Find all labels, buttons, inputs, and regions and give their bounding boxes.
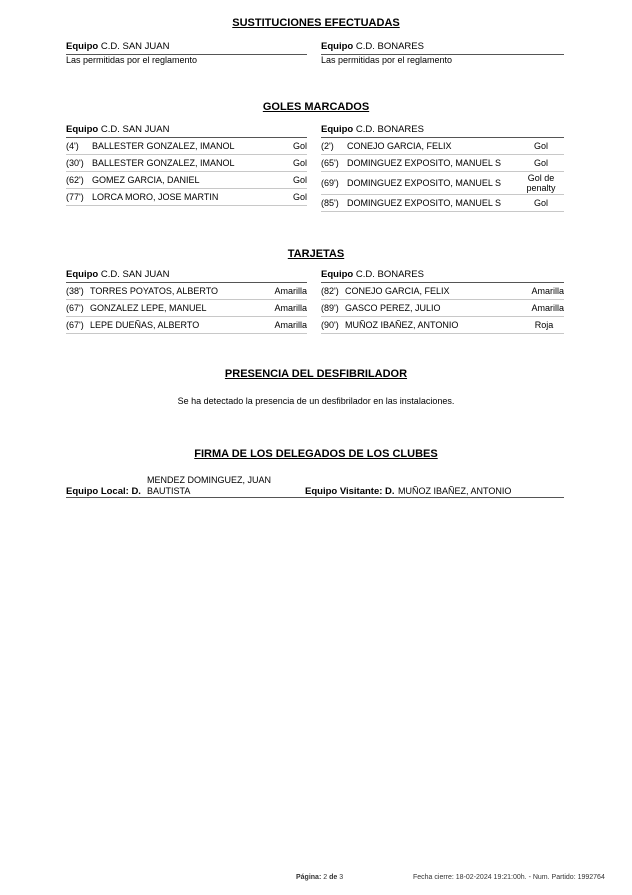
equipo-label: Equipo — [66, 41, 99, 52]
card-player: GASCO PEREZ, JULIO — [345, 303, 441, 313]
card-type: Roja — [534, 320, 554, 330]
goal-player: DOMINGUEZ EXPOSITO, MANUEL S — [347, 178, 502, 188]
goal-row — [321, 155, 564, 172]
card-player: CONEJO GARCIA, FELIX — [345, 286, 450, 296]
goal-player: BALLESTER GONZALEZ, IMANOL — [92, 141, 235, 151]
sustituciones-local — [66, 41, 307, 66]
goal-minute: (85') — [321, 198, 339, 208]
card-minute: (38') — [66, 286, 84, 296]
equipo-label: Equipo — [66, 124, 99, 135]
goles-title: GOLES MARCADOS — [262, 101, 370, 113]
goal-minute: (30') — [66, 158, 84, 168]
goal-player: DOMINGUEZ EXPOSITO, MANUEL S — [347, 158, 502, 168]
firma-local-label: Equipo Local: D. — [66, 486, 141, 497]
card-row — [66, 300, 307, 317]
goal-type: Gol — [533, 198, 548, 208]
goal-minute: (69') — [321, 178, 339, 188]
page-indicator — [296, 874, 343, 881]
goles-local — [66, 124, 307, 206]
goal-minute: (2') — [321, 141, 334, 151]
card-row — [321, 300, 564, 317]
equipo-label: Equipo — [321, 41, 354, 52]
card-player: TORRES POYATOS, ALBERTO — [90, 286, 219, 296]
card-minute: (82') — [321, 286, 339, 296]
team-header — [321, 124, 564, 138]
card-minute: (89') — [321, 303, 339, 313]
goal-row — [66, 189, 307, 206]
card-player: MUÑOZ IBAÑEZ, ANTONIO — [345, 320, 459, 330]
goal-type: Gol — [292, 192, 307, 202]
tarjetas-visitante — [321, 269, 564, 334]
goal-player: CONEJO GARCIA, FELIX — [347, 141, 452, 151]
equipo-label: Equipo — [321, 124, 354, 135]
tarjetas-title: TARJETAS — [287, 248, 345, 260]
equipo-label: Equipo — [66, 269, 99, 280]
team-header — [66, 41, 307, 55]
de-label: de — [329, 874, 338, 881]
card-row — [321, 283, 564, 300]
sustituciones-note: Las permitidas por el reglamento — [321, 55, 453, 65]
card-row — [66, 283, 307, 300]
card-minute: (90') — [321, 320, 339, 330]
goal-minute: (65') — [321, 158, 339, 168]
sustituciones-visitante — [321, 41, 564, 66]
card-type: Amarilla — [274, 286, 307, 296]
team-name: C.D. BONARES — [355, 124, 424, 135]
goal-player: GOMEZ GARCIA, DANIEL — [92, 175, 200, 185]
firma-visitante-name: MUÑOZ IBAÑEZ, ANTONIO — [398, 486, 512, 496]
team-header — [66, 269, 307, 283]
desfibrilador-text: Se ha detectado la presencia de un desfibrilador en las instalaciones. — [177, 396, 455, 406]
card-minute: (67') — [66, 320, 84, 330]
firma-local-name: MENDEZ DOMINGUEZ, JUAN BAUTISTA — [147, 475, 272, 496]
team-header — [321, 269, 564, 283]
goal-row — [321, 172, 564, 195]
sustituciones-title: SUSTITUCIONES EFECTUADAS — [232, 17, 400, 29]
goal-row — [66, 155, 307, 172]
goal-type: Gol — [533, 158, 548, 168]
team-header — [321, 41, 564, 55]
firma-divider — [66, 497, 564, 498]
card-minute: (67') — [66, 303, 84, 313]
pagina-label: Página: — [296, 874, 322, 881]
goal-minute: (62') — [66, 175, 84, 185]
goal-type: Gol — [292, 141, 307, 151]
card-type: Amarilla — [531, 303, 564, 313]
tarjetas-local — [66, 269, 307, 334]
goal-type: Gol — [533, 141, 548, 151]
goal-row — [321, 195, 564, 212]
firma-visitante-label: Equipo Visitante: D. — [305, 486, 395, 497]
footer-meta: Fecha cierre: 18-02-2024 19:21:00h. - Num. Partido: 1992764 — [413, 874, 605, 881]
goal-row — [321, 138, 564, 155]
card-player: LEPE DUEÑAS, ALBERTO — [90, 320, 200, 330]
goal-player: DOMINGUEZ EXPOSITO, MANUEL S — [347, 198, 502, 208]
desfibrilador-title: PRESENCIA DEL DESFIBRILADOR — [224, 368, 408, 380]
sustituciones-note: Las permitidas por el reglamento — [66, 55, 198, 65]
equipo-label: Equipo — [321, 269, 354, 280]
team-name: C.D. SAN JUAN — [100, 41, 170, 52]
page-number: 2 — [323, 874, 328, 881]
team-name: C.D. SAN JUAN — [100, 269, 170, 280]
card-row — [66, 317, 307, 334]
goal-minute: (77') — [66, 192, 84, 202]
goal-type: Gol — [292, 175, 307, 185]
card-player: GONZALEZ LEPE, MANUEL — [90, 303, 207, 313]
card-type: Amarilla — [274, 320, 307, 330]
card-type: Amarilla — [531, 286, 564, 296]
card-type: Amarilla — [274, 303, 307, 313]
team-name: C.D. BONARES — [355, 269, 424, 280]
goal-row — [66, 172, 307, 189]
card-row — [321, 317, 564, 334]
goal-type: Gol — [292, 158, 307, 168]
goles-visitante — [321, 124, 564, 212]
goal-player: BALLESTER GONZALEZ, IMANOL — [92, 158, 235, 168]
goal-type: Gol de penalty — [526, 173, 556, 193]
page-total: 3 — [339, 874, 344, 881]
goal-minute: (4') — [66, 141, 79, 151]
goal-player: LORCA MORO, JOSE MARTIN — [92, 192, 219, 202]
team-name: C.D. SAN JUAN — [100, 124, 170, 135]
team-name: C.D. BONARES — [355, 41, 424, 52]
goal-row — [66, 138, 307, 155]
team-header — [66, 124, 307, 138]
firma-title: FIRMA DE LOS DELEGADOS DE LOS CLUBES — [194, 448, 438, 460]
